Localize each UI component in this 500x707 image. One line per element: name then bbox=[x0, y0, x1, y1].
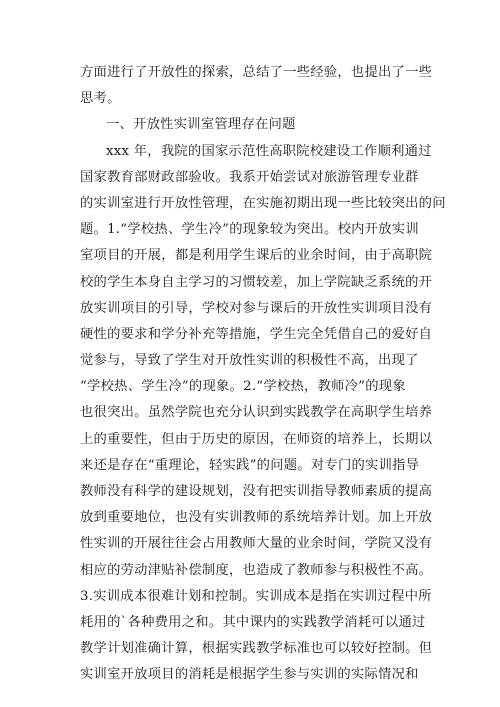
text-line: 放到重要地位，也没有实训教师的系统培养计划。加上开放 bbox=[80, 510, 433, 526]
text-line: 觉参与，导致了学生对开放性实训的积极性不高，出现了 bbox=[80, 353, 419, 369]
text-line: 实训室开放项目的消耗是根据学生参与实训的实际情况和 bbox=[80, 667, 419, 683]
text-line: 耗用的`各种费用之和。其中课内的实践教学消耗可以通过 bbox=[80, 614, 426, 630]
text-line: 题。1.“学校热、学生冷”的现象较为突出。校内开放实训 bbox=[80, 222, 419, 238]
text-line: 校的学生本身自主学习的习惯较差，加上学院缺乏系统的开 bbox=[80, 274, 433, 290]
text-line: 也很突出。虽然学院也充分认识到实践教学在高职学生培养 bbox=[80, 405, 433, 421]
text-line: 方面进行了开放性的探索，总结了一些经验，也提出了一些 bbox=[80, 65, 433, 80]
text-line: 的实训室进行开放性管理，在实施初期出现一些比较突出的问 bbox=[80, 195, 446, 211]
body-text bbox=[80, 60, 446, 689]
text-line: 相应的劳动津贴补偿制度，也造成了教师参与积极性不高。 bbox=[80, 562, 433, 578]
text-line: 教学计划准确计算，根据实践教学标准也可以较好控制。但 bbox=[80, 641, 433, 657]
text-line: 硬性的要求和学分补充等措施，学生完全凭借自己的爱好自 bbox=[80, 326, 433, 342]
text-line: 3.实训成本很难计划和控制。实训成本是指在实训过程中所 bbox=[80, 588, 432, 604]
text-line: 上的重要性，但由于历史的原因，在师资的培养上，长期以 bbox=[80, 431, 433, 447]
text-line: 来还是存在“重理论，轻实践”的问题。对专门的实训指导 bbox=[80, 457, 420, 473]
paragraph-first-line: xxx 年，我院的国家示范性高职院校建设工作顺利通过 bbox=[106, 143, 432, 159]
text-line: 放实训项目的引导，学校对参与课后的开放性实训项目没有 bbox=[80, 300, 433, 316]
text-line: 教师没有科学的建设规划，没有把实训指导教师素质的提高 bbox=[80, 484, 433, 499]
text-line: 室项目的开展，都是利用学生课后的业余时间，由于高职院 bbox=[80, 248, 433, 264]
text-line: “学校热、学生冷”的现象。2.“学校热，教师冷”的现象 bbox=[80, 379, 406, 395]
text-line: 国家教育部财政部验收。我系开始尝试对旅游管理专业群 bbox=[80, 169, 419, 185]
section-heading: 一、开放性实训室管理存在问题 bbox=[106, 117, 296, 133]
text-line: 思考。 bbox=[80, 91, 121, 107]
text-line: 性实训的开展往往会占用教师大量的业余时间，学院又没有 bbox=[80, 536, 433, 552]
